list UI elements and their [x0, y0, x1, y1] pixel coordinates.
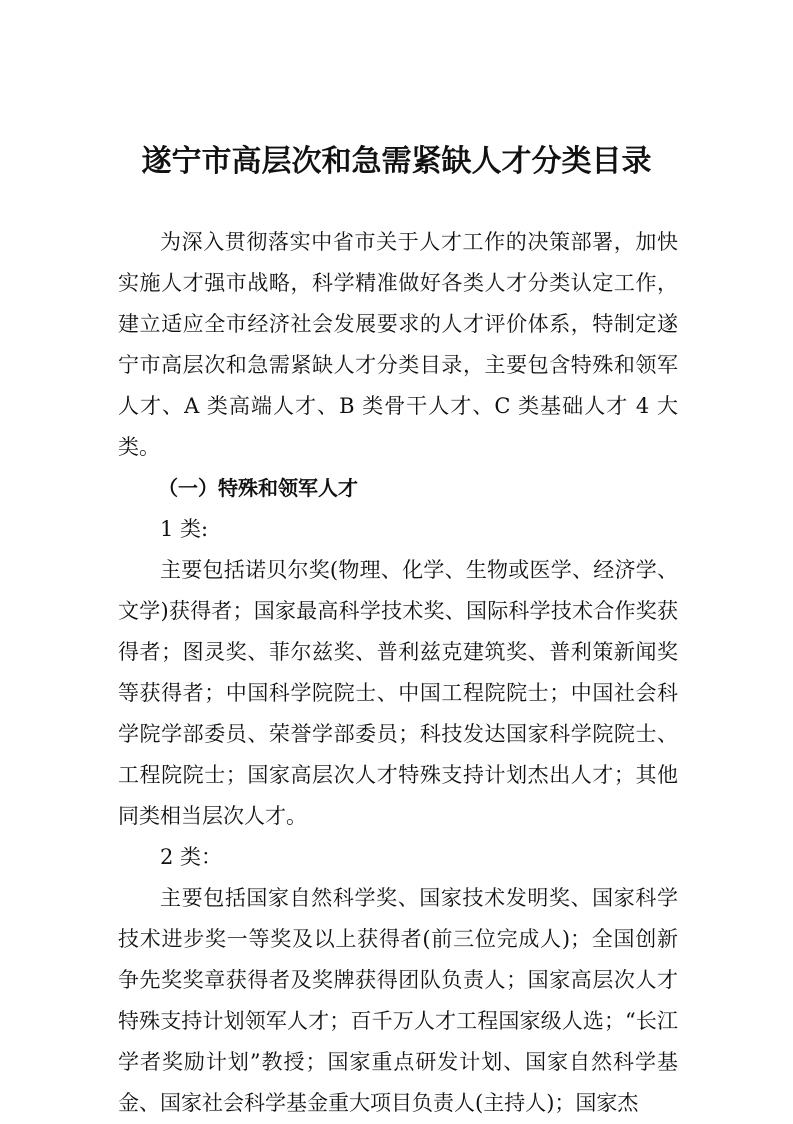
document-body — [118, 222, 678, 1124]
intro-paragraph: 为深入贯彻落实中省市关于人才工作的决策部署，加快实施人才强市战略，科学精准做好各类人才分类认定工作，建立适应全市经济社会发展要求的人才评价体系，特制定遂宁市高层次和急需紧缺人才分类目录，主要包含特殊和领军人才、A 类高端人才、B 类骨干人才、C 类基础人才 4 大类。 — [118, 230, 678, 459]
class-2-paragraph: 主要包括国家自然科学奖、国家技术发明奖、国家科学技术进步奖一等奖及以上获得者(前三位完成人)；全国创新争先奖奖章获得者及奖牌获得团队负责人；国家高层次人才特殊支持计划领军人才；百千万人才工程国家级人选；“长江学者奖励计划”教授；国家重点研发计划、国家自然科学基金、国家社会科学基金重大项目负责人(主持人)；国家杰 — [118, 886, 678, 1115]
section-heading-special-talent: （一）特殊和领军人才 — [158, 476, 358, 500]
class-1-label: 1 类: — [160, 517, 209, 541]
class-1-paragraph: 主要包括诺贝尔奖(物理、化学、生物或医学、经济学、文学)获得者；国家最高科学技术奖、国际科学技术合作奖获得者；图灵奖、菲尔兹奖、普利兹克建筑奖、普利策新闻奖等获得者；中国科学院院士、中国工程院院士；中国社会科学院学部委员、荣誉学部委员；科技发达国家科学院院士、工程院院士；国家高层次人才特殊支持计划杰出人才；其他同类相当层次人才。 — [118, 558, 678, 828]
document-title: 遂宁市高层次和急需紧缺人才分类目录 — [141, 144, 652, 179]
class-2-label: 2 类： — [160, 845, 223, 869]
